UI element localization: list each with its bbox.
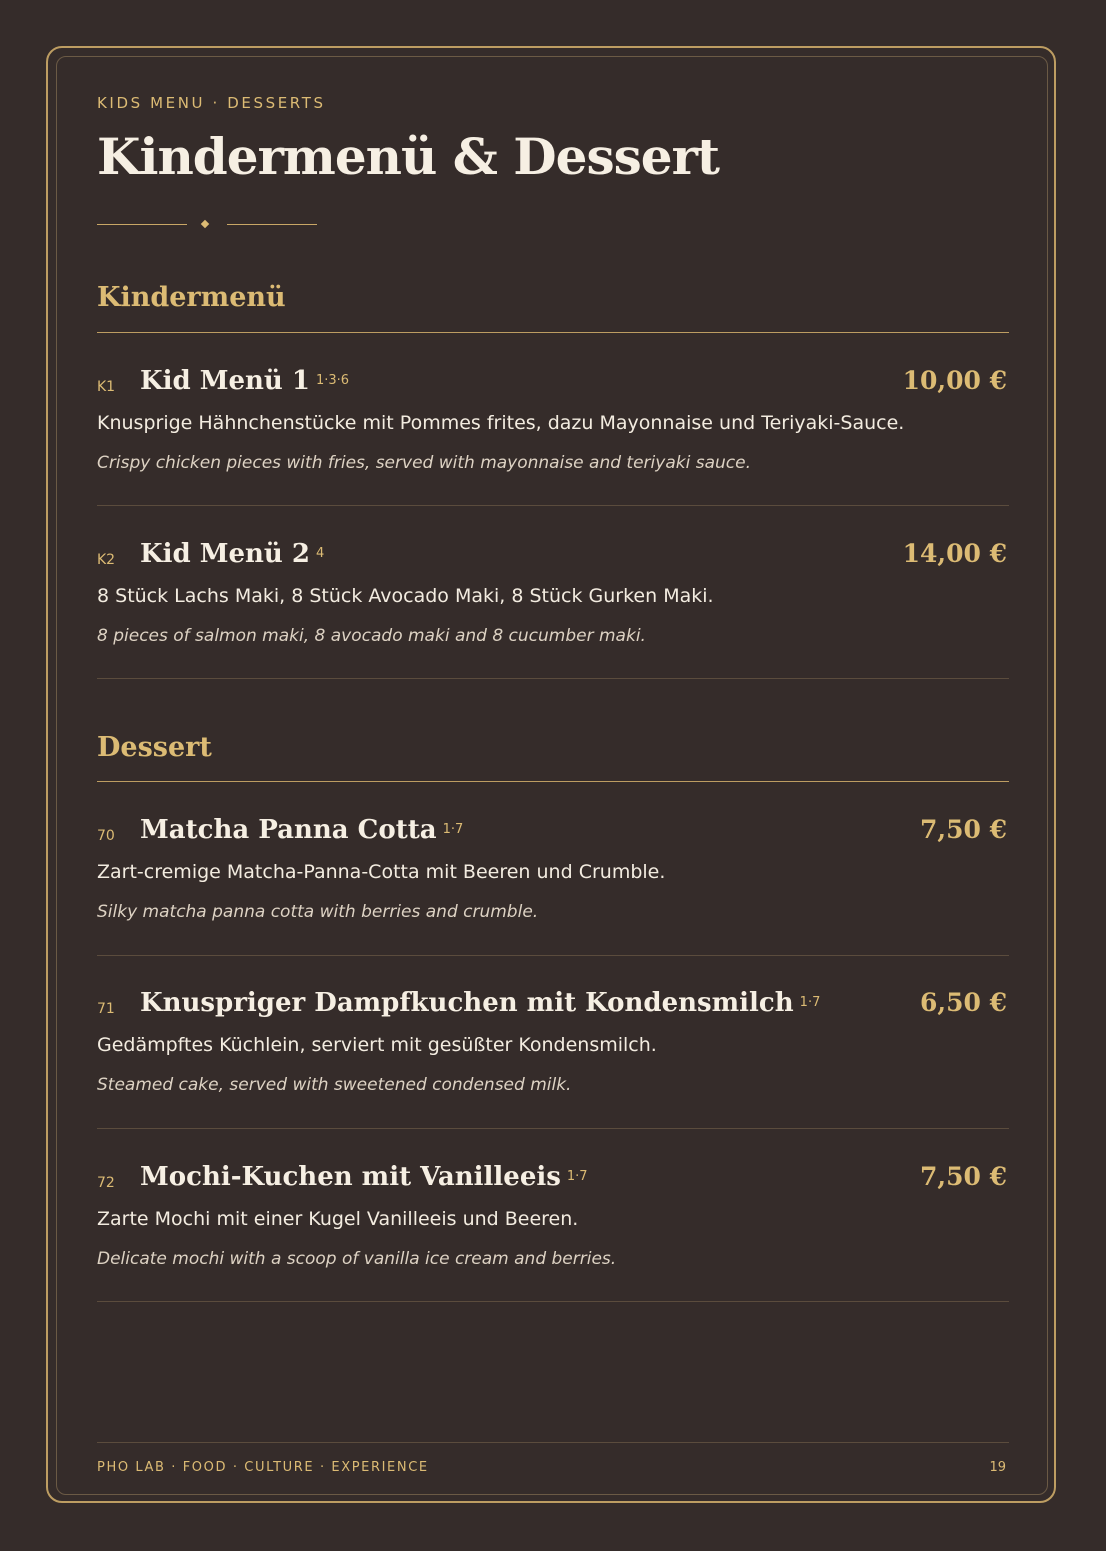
item-number: 71	[97, 1001, 115, 1017]
item-description-de: Zarte Mochi mit einer Kugel Vanilleeis und Beeren.	[97, 1208, 579, 1230]
title-ornament	[97, 215, 317, 235]
allergen-codes: 1·7	[566, 1169, 588, 1184]
menu-page	[97, 0, 1009, 1551]
item-name: Kid Menü 1 1·3·6	[140, 366, 350, 396]
section-title-kindermenu: Kindermenü	[97, 282, 286, 313]
item-number: K2	[97, 552, 116, 568]
ornament-line-right	[227, 224, 317, 225]
menu-item-k1	[97, 365, 1009, 505]
item-number: K1	[97, 379, 116, 395]
item-divider	[97, 678, 1009, 679]
ornament-line-left	[97, 224, 187, 225]
item-description-de: Knusprige Hähnchenstücke mit Pommes frites, dazu Mayonnaise und Teriyaki-Sauce.	[97, 412, 905, 434]
item-price: 10,00 €	[902, 366, 1007, 395]
item-name: Kid Menü 2 4	[140, 539, 325, 569]
item-description-en: Steamed cake, served with sweetened condensed milk.	[97, 1075, 572, 1095]
item-price: 7,50 €	[920, 1162, 1007, 1191]
item-description-de: Zart-cremige Matcha-Panna-Cotta mit Beeren und Crumble.	[97, 861, 666, 883]
item-name: Knuspriger Dampfkuchen mit Kondensmilch 1·7	[140, 988, 821, 1018]
diamond-icon	[201, 220, 209, 228]
page-kicker: KIDS MENU · DESSERTS	[97, 94, 326, 112]
item-price: 14,00 €	[902, 539, 1007, 568]
item-description-en: Delicate mochi with a scoop of vanilla ice cream and berries.	[97, 1249, 617, 1269]
item-divider	[97, 955, 1009, 956]
menu-item-k2	[97, 538, 1009, 678]
item-description-en: Crispy chicken pieces with fries, served with mayonnaise and teriyaki sauce.	[97, 453, 751, 473]
menu-item-72	[97, 1161, 1009, 1301]
section-divider	[97, 332, 1009, 333]
item-divider	[97, 1128, 1009, 1129]
allergen-codes: 4	[315, 546, 325, 561]
section-title-dessert: Dessert	[97, 732, 212, 763]
footer-divider	[97, 1442, 1009, 1443]
item-number: 72	[97, 1175, 115, 1191]
item-price: 6,50 €	[920, 988, 1007, 1017]
allergen-codes: 1·3·6	[315, 373, 350, 388]
item-name: Matcha Panna Cotta 1·7	[140, 815, 464, 845]
section-divider	[97, 781, 1009, 782]
allergen-codes: 1·7	[799, 995, 821, 1010]
footer-tagline: PHO LAB · FOOD · CULTURE · EXPERIENCE	[97, 1460, 429, 1475]
item-divider	[97, 505, 1009, 506]
item-description-de: 8 Stück Lachs Maki, 8 Stück Avocado Maki, 8 Stück Gurken Maki.	[97, 585, 714, 607]
item-description-de: Gedämpftes Küchlein, serviert mit gesüßter Kondensmilch.	[97, 1034, 657, 1056]
item-divider	[97, 1301, 1009, 1302]
page-title: Kindermenü & Dessert	[97, 127, 720, 186]
menu-item-71	[97, 987, 1009, 1127]
item-description-en: 8 pieces of salmon maki, 8 avocado maki and 8 cucumber maki.	[97, 626, 646, 646]
page-number: 19	[989, 1460, 1006, 1475]
item-number: 70	[97, 828, 115, 844]
menu-item-70	[97, 814, 1009, 954]
item-description-en: Silky matcha panna cotta with berries and crumble.	[97, 902, 539, 922]
allergen-codes: 1·7	[442, 822, 464, 837]
item-name: Mochi-Kuchen mit Vanilleeis 1·7	[140, 1162, 588, 1192]
item-price: 7,50 €	[920, 815, 1007, 844]
